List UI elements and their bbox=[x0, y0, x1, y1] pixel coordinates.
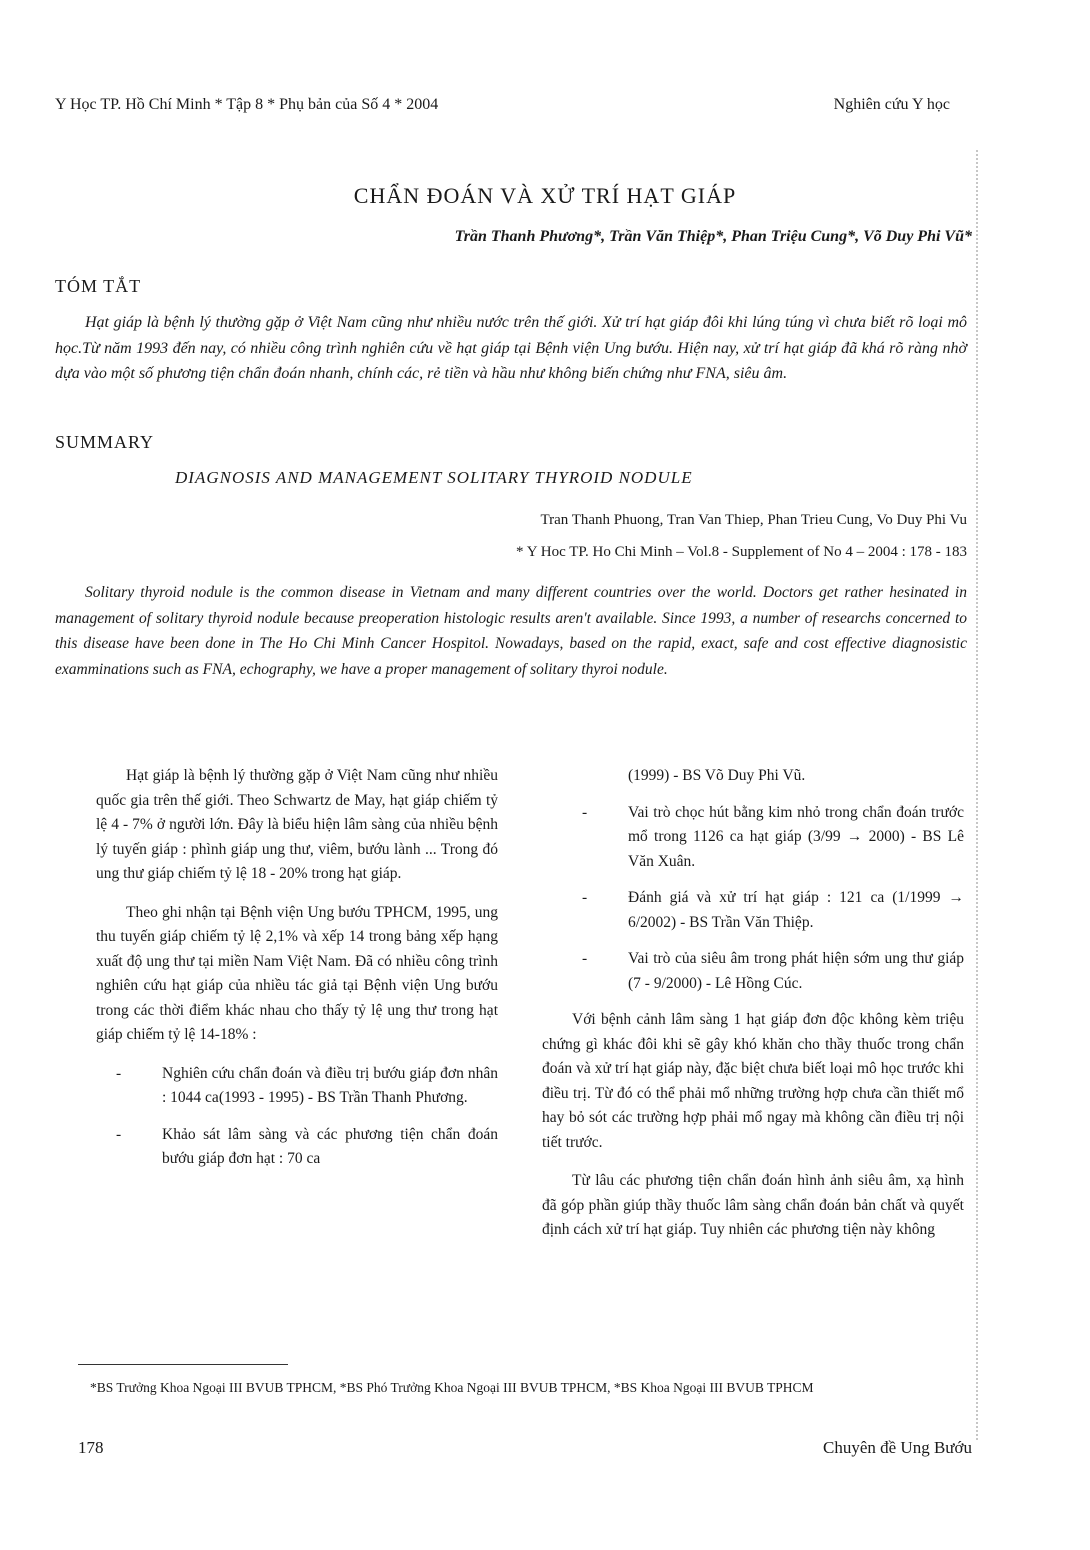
page-number: 178 bbox=[78, 1438, 104, 1457]
authors-en: Tran Thanh Phuong, Tran Van Thiep, Phan Trieu Cung, Vo Duy Phi Vu bbox=[540, 512, 967, 528]
abstract-vi-text: Hạt giáp là bệnh lý thường gặp ở Việt Nam cũng như nhiều nước trên thế giới. Xử trí hạt giáp đôi khi lúng túng vì chưa biết rõ loại mô học.Từ năm 1993 đến nay, có nhiều công trình nghiên cứu về hạt giáp tại Bệnh viện Ung bướu. Hiện nay, xử trí hạt giáp đã khá rõ ràng nhờ dựa vào một số phương tiện chẩn đoán nhanh, chính các, rẻ tiền và hầu như không biến chứng như FNA, siêu âm. bbox=[55, 314, 967, 382]
scan-margin-noise bbox=[966, 150, 978, 1440]
article-title: CHẨN ĐOÁN VÀ XỬ TRÍ HẠT GIÁP bbox=[353, 183, 737, 208]
reference-text: Vai trò của siêu âm trong phát hiện sớm ung thư giáp (7 - 9/2000) - Lê Hồng Cúc. bbox=[628, 950, 964, 992]
footer-topic: Chuyên đề Ung Bướu bbox=[823, 1438, 972, 1457]
reference-text: Đánh giá và xử trí hạt giáp : 121 ca (1/1999 → 6/2002) - BS Trần Văn Thiệp. bbox=[628, 889, 964, 931]
abstract-vi-heading: TÓM TẮT bbox=[55, 276, 142, 296]
summary-title: DIAGNOSIS AND MANAGEMENT SOLITARY THYROID NODULE bbox=[175, 468, 693, 487]
body-paragraph-4: Từ lâu các phương tiện chẩn đoán hình ảnh siêu âm, xạ hình đã góp phần giúp thầy thuốc lâm sàng chẩn đoán bản chất và quyết định cách xử trí hạt giáp. Tuy nhiên các phương tiện này không bbox=[542, 1172, 964, 1238]
citation: * Y Hoc TP. Ho Chi Minh – Vol.8 - Supplement of No 4 – 2004 : 178 - 183 bbox=[516, 544, 967, 560]
reference-text: Khảo sát lâm sàng và các phương tiện chẩn đoán bướu giáp đơn hạt : 70 ca bbox=[162, 1125, 498, 1167]
authors-vi: Trần Thanh Phương*, Trần Văn Thiệp*, Phan Triệu Cung*, Võ Duy Phi Vũ* bbox=[454, 228, 972, 245]
reference-text: (1999) - BS Võ Duy Phi Vũ. bbox=[628, 767, 806, 784]
list-dash: - bbox=[116, 1064, 122, 1082]
body-paragraph-3: Với bệnh cảnh lâm sàng 1 hạt giáp đơn độc không kèm triệu chứng gì khác đôi khi sẽ gây khó khăn cho thầy thuốc trong chẩn đoán và xử trí hạt giáp này, đặc biệt chưa biết loại mô học trước khi điều trị. Từ đó có thể phải mổ những trường hợp chưa cần thiết mổ hay bỏ sót các trường hợp phải mổ ngay mà không cần điều trị nội tiết trước. bbox=[542, 1011, 964, 1151]
reference-item bbox=[582, 947, 964, 996]
footnote-rule bbox=[78, 1364, 288, 1365]
reference-item-continued bbox=[582, 764, 964, 789]
list-dash: - bbox=[116, 1125, 122, 1143]
left-column bbox=[96, 764, 498, 1184]
section-header: Nghiên cứu Y học bbox=[833, 96, 950, 113]
body-paragraph-1: Hạt giáp là bệnh lý thường gặp ở Việt Nam cũng như nhiều quốc gia trên thế giới. Theo Schwartz de May, hạt giáp chiếm tỷ lệ 4 - 7% ở người lớn. Đây là biểu hiện lâm sàng của nhiều bệnh lý tuyến giáp : phình giáp ung thư, viêm, bướu lành ... Trong đó ung thư giáp chiếm tỷ lệ 18 - 20% trong hạt giáp. bbox=[96, 767, 498, 882]
reference-text: Vai trò chọc hút bằng kim nhỏ trong chẩn đoán trước mổ trong 1126 ca hạt giáp (3/99 → 2000) - BS Lê Văn Xuân. bbox=[628, 803, 964, 870]
reference-item bbox=[116, 1062, 498, 1111]
list-dash: - bbox=[582, 950, 588, 967]
footnote: *BS Trưởng Khoa Ngoại III BVUB TPHCM, *BS Phó Trưởng Khoa Ngoại III BVUB TPHCM, *BS Khoa Ngoại III BVUB TPHCM bbox=[90, 1380, 814, 1395]
summary-text: Solitary thyroid nodule is the common disease in Vietnam and many different countries over the world. Doctors get rather hesinated in management of solitary thyroid nodule because preoperation histologic results aren't available. Since 1993, a number of researchs concerned to this disease have been done in The Ho Chi Minh Cancer Hospitol. Nowadays, based on the rapid, exact, safe and cost effective diagnosistic examminations such as FNA, echography, we have a proper management of solitary thyroi nodule. bbox=[55, 584, 967, 678]
body-paragraph-2: Theo ghi nhận tại Bệnh viện Ung bướu TPHCM, 1995, ung thu tuyến giáp chiếm tỷ lệ 2,1% và xếp 14 trong bảng xếp hạng xuất độ ung thư tại miền Nam Việt Nam. Đã có nhiều công trình nghiên cứu hạt giáp của nhiều tác giả tại Bệnh viện Ung bướu trong các thời điểm khác nhau cho thấy tỷ lệ ung thư trong hạt giáp chiếm tỷ lệ 14-18% : bbox=[96, 903, 498, 1043]
list-dash: - bbox=[582, 889, 588, 906]
list-dash: - bbox=[582, 803, 588, 821]
journal-header: Y Học TP. Hồ Chí Minh * Tập 8 * Phụ bản của Số 4 * 2004 bbox=[55, 96, 439, 113]
reference-item bbox=[582, 886, 964, 935]
reference-item bbox=[582, 801, 964, 875]
reference-item bbox=[116, 1123, 498, 1172]
right-column bbox=[542, 764, 964, 1257]
summary-heading: SUMMARY bbox=[55, 432, 155, 452]
reference-text: Nghiên cứu chẩn đoán và điều trị bướu giáp đơn nhân : 1044 ca(1993 - 1995) - BS Trần Thanh Phương. bbox=[162, 1064, 498, 1106]
